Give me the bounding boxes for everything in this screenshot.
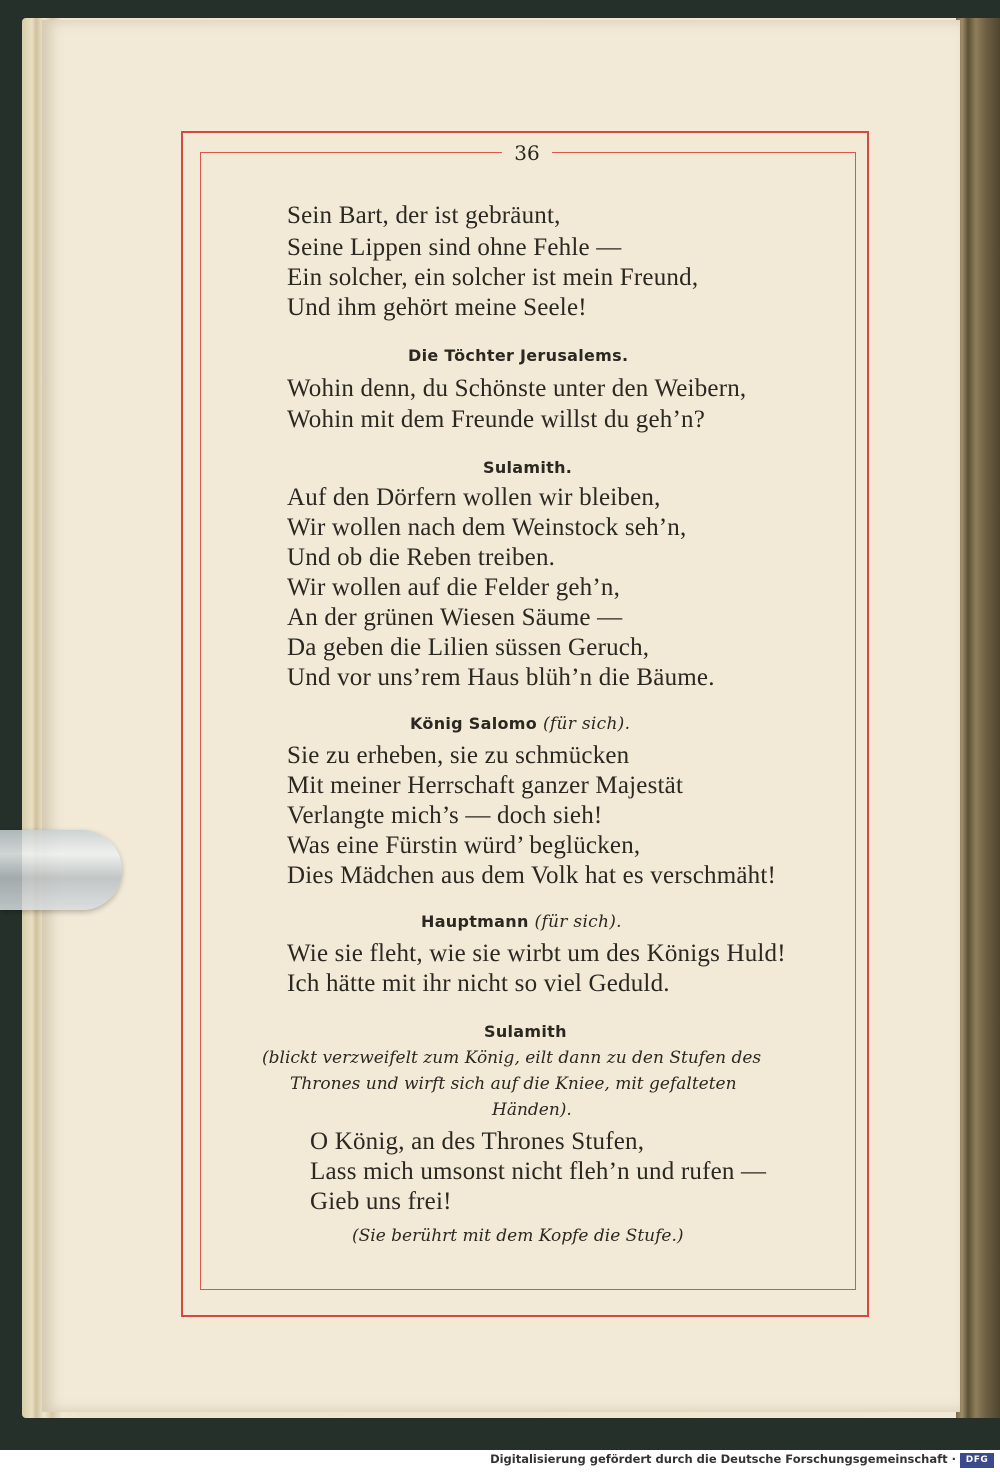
verse-line: Und ob die Reben treiben.	[287, 544, 556, 571]
digitization-credit: Digitalisierung gefördert durch die Deutsche Forschungsgemeinschaft ·	[490, 1452, 956, 1466]
page-number: 36	[514, 141, 540, 165]
verse-line: Mit meiner Herrschaft ganzer Majestät	[287, 772, 684, 799]
verse-line: Wohin mit dem Freunde willst du geh’n?	[287, 406, 706, 433]
stage-direction: Händen).	[492, 1100, 572, 1120]
speaker-aside: (für sich).	[534, 912, 622, 932]
speaker-aside: (für sich).	[542, 714, 631, 734]
verse-line: Da geben die Lilien süssen Geruch,	[287, 634, 650, 661]
verse-line: Wir wollen nach dem Weinstock seh’n,	[287, 514, 687, 541]
stage-direction: Thrones und wirft sich auf die Kniee, mit gefalteten	[290, 1074, 737, 1094]
verse-line: Was eine Fürstin würd’ beglücken,	[287, 832, 641, 859]
verse-line: Auf den Dörfern wollen wir bleiben,	[287, 484, 661, 511]
verse-line: Und ihm gehört meine Seele!	[287, 294, 587, 321]
speaker-label: Die Töchter Jerusalems.	[408, 346, 629, 365]
book-right-edge	[956, 18, 1000, 1418]
verse-line: Wie sie fleht, wie sie wirbt um des Königs Huld!	[287, 940, 786, 967]
verse-line: An der grünen Wiesen Säume —	[287, 604, 623, 631]
verse-line: Ein solcher, ein solcher ist mein Freund,	[287, 264, 699, 291]
verse-line: Seine Lippen sind ohne Fehle —	[287, 234, 622, 261]
verse-line: Und vor uns’rem Haus blüh’n die Bäume.	[287, 664, 715, 691]
speaker-label: Sulamith	[484, 1022, 567, 1041]
verse-line: Wohin denn, du Schönste unter den Weibern,	[287, 375, 747, 402]
verse-line: O König, an des Thrones Stufen,	[310, 1128, 645, 1155]
verse-line: Lass mich umsonst nicht fleh’n und rufen —	[310, 1158, 767, 1185]
frame-top-rule-left	[200, 152, 502, 153]
stage-direction: (Sie berührt mit dem Kopfe die Stufe.)	[352, 1226, 684, 1246]
verse-line: Sein Bart, der ist gebräunt,	[287, 202, 561, 229]
speaker-label	[410, 714, 630, 734]
page-tab-marker	[0, 830, 122, 910]
speaker-name: Hauptmann	[421, 912, 529, 931]
verse-line: Dies Mädchen aus dem Volk hat es verschmäht!	[287, 862, 777, 889]
verse-line: Sie zu erheben, sie zu schmücken	[287, 742, 630, 769]
frame-top-rule-right	[552, 152, 856, 153]
dfg-logo: DFG	[960, 1453, 994, 1468]
stage-direction: (blickt verzweifelt zum König, eilt dann zu den Stufen des	[262, 1048, 762, 1068]
verse-line: Wir wollen auf die Felder geh’n,	[287, 574, 621, 601]
verse-line: Verlangte mich’s — doch sieh!	[287, 802, 603, 829]
speaker-label	[421, 912, 622, 932]
verse-line: Ich hätte mit ihr nicht so viel Geduld.	[287, 970, 670, 997]
speaker-name: König Salomo	[410, 714, 538, 733]
verse-line: Gieb uns frei!	[310, 1188, 452, 1215]
speaker-label: Sulamith.	[483, 458, 573, 477]
